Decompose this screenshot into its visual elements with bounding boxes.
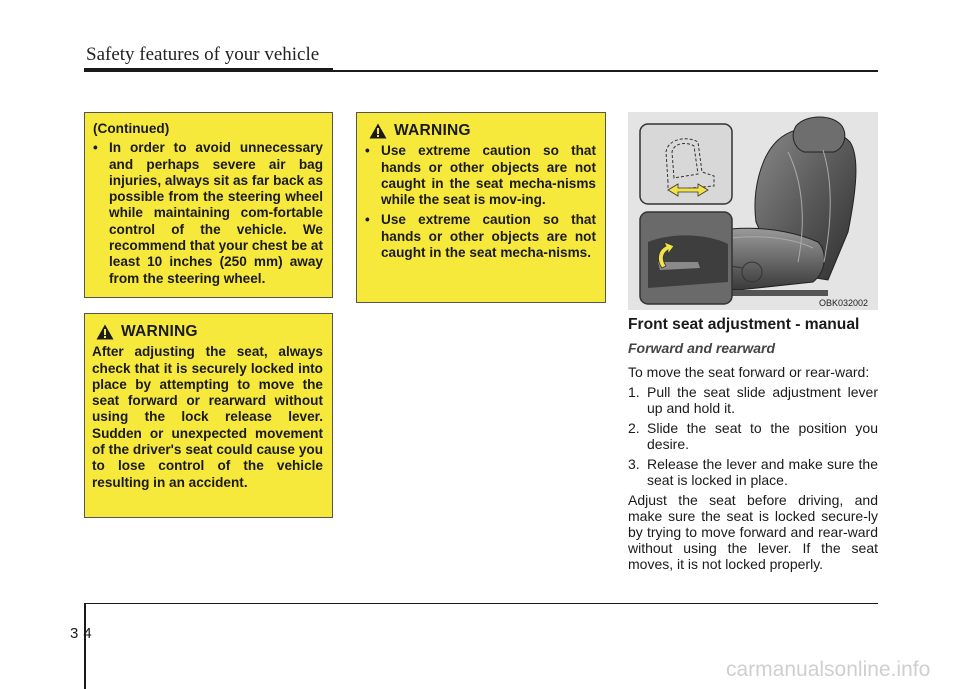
seat-image [628, 112, 878, 310]
warning-triangle-icon [96, 324, 114, 340]
warning-box-left [84, 313, 333, 518]
warning-header [369, 123, 596, 139]
section-intro: To move the seat forward or rear-ward: [628, 364, 870, 380]
warning-triangle-icon [369, 123, 387, 139]
section-title: Front seat adjustment - manual [628, 316, 860, 333]
continued-bullet [93, 140, 323, 287]
step-text: Release the lever and make sure the seat is locked in place. [647, 456, 878, 488]
warning-box-mid [356, 112, 606, 303]
watermark: carmanualsonline.info [726, 658, 931, 681]
section-outro: Adjust the seat before driving, and make sure the seat is locked secure-ly by trying to move forward and rear-ward without using the lever. If the seat moves, it is not locked properly. [628, 492, 878, 572]
continued-bullet-text: In order to avoid unnecessary and perhaps severe air bag injuries, always sit as far back as possible from the steering wheel while maintaining com-fortable control of the vehicle. We recommend that your chest be at least 10 inches (250 mm) away from the steering wheel. [109, 140, 323, 286]
warning-text: After adjusting the seat, always check that it is securely locked into place by attempting to move the seat forward or rearward without using the lock release lever. Sudden or unexpected movement of the driver's seat could cause you to lose control of the vehicle resulting in an accident. [92, 344, 323, 490]
warning-title: WARNING [121, 323, 198, 340]
right-column [628, 316, 878, 576]
bullet-dot-icon: • [93, 140, 98, 156]
header-title: Safety features of your vehicle [86, 44, 320, 65]
step-number: 3. [628, 456, 640, 472]
warning-bullet-text: Use extreme caution so that hands or other objects are not caught in the seat mecha-nisms while the seat is mov-ing. [381, 143, 596, 208]
step-text: Pull the seat slide adjustment lever up and hold it. [647, 384, 878, 416]
step-number: 2. [628, 420, 640, 436]
page-number: 34 [70, 625, 97, 642]
seat-illustration [628, 112, 878, 310]
continued-box [84, 112, 333, 298]
warning-bullet [365, 212, 596, 261]
warning-bullet [365, 143, 596, 208]
footer-rule-vertical [84, 603, 86, 689]
step-item [628, 420, 878, 452]
bullet-dot-icon: • [365, 143, 370, 159]
footer-rule-horizontal [84, 603, 878, 604]
warning-bullet-text: Use extreme caution so that hands or other objects are not caught in the seat mecha-nisms. [381, 212, 596, 261]
step-number: 1. [628, 384, 640, 400]
bullet-dot-icon: • [365, 212, 370, 228]
figure-code: OBK032002 [819, 298, 869, 308]
header-rule-thin [333, 70, 878, 72]
section-subtitle: Forward and rearward [628, 340, 776, 356]
step-item [628, 384, 878, 416]
step-text: Slide the seat to the position you desire. [647, 420, 878, 452]
warning-header [96, 324, 323, 340]
continued-title: (Continued) [93, 121, 170, 136]
warning-title: WARNING [394, 122, 471, 139]
step-item [628, 456, 878, 488]
header-rule-thick [84, 68, 333, 72]
